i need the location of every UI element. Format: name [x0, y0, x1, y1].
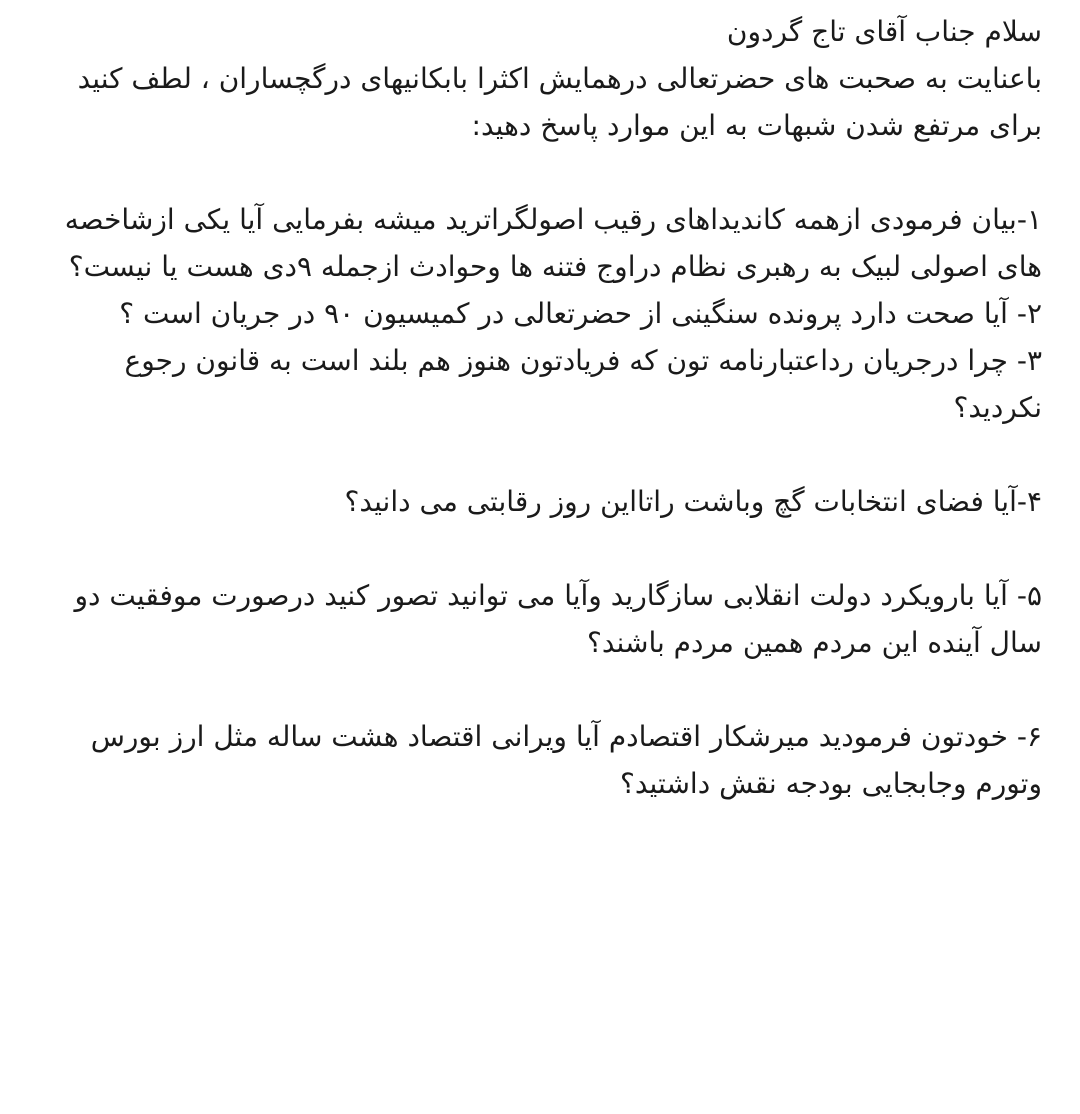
greeting-text: سلام جناب آقای تاج گردون [726, 15, 1042, 48]
spacer [40, 431, 1042, 478]
question-1: ۱-بیان فرمودی ازهمه کاندیداهای رقیب اصولگراترید میشه بفرمایی آیا یکی ازشاخصه های اصولی لبیک به رهبری نظام دراوج فتنه ها وحوادث ازجمله ۹دی هست یا نیست؟ [64, 203, 1042, 283]
spacer [40, 149, 1042, 196]
question-6: ۶- خودتون فرمودید میرشکار اقتصادم آیا ویرانی اقتصاد هشت ساله مثل ارز بورس وتورم وجابجایی بودجه نقش داشتید؟ [90, 720, 1042, 800]
question-2: ۲- آیا صحت دارد پرونده سنگینی از حضرتعالی در کمیسیون ۹۰ در جریان است ؟ [119, 297, 1042, 330]
question-4: ۴-آیا فضای انتخابات گچ وباشت راتااین روز رقابتی می دانید؟ [344, 485, 1042, 518]
intro-paragraph: باعنایت به صحبت های حضرتعالی درهمایش اکثرا بابکانیهای درگچساران ، لطف کنید برای مرتفع شدن شبهات به این موارد پاسخ دهید: [77, 62, 1042, 142]
spacer [40, 666, 1042, 713]
spacer [40, 525, 1042, 572]
question-5: ۵- آیا بارویکرد دولت انقلابی سازگارید وآیا می توانید تصور کنید درصورت موفقیت دو سال آینده این مردم همین مردم باشند؟ [74, 579, 1042, 659]
question-3: ۳- چرا درجریان رداعتبارنامه تون که فریادتون هنوز هم بلند است به قانون رجوع نکردید؟ [124, 344, 1042, 424]
